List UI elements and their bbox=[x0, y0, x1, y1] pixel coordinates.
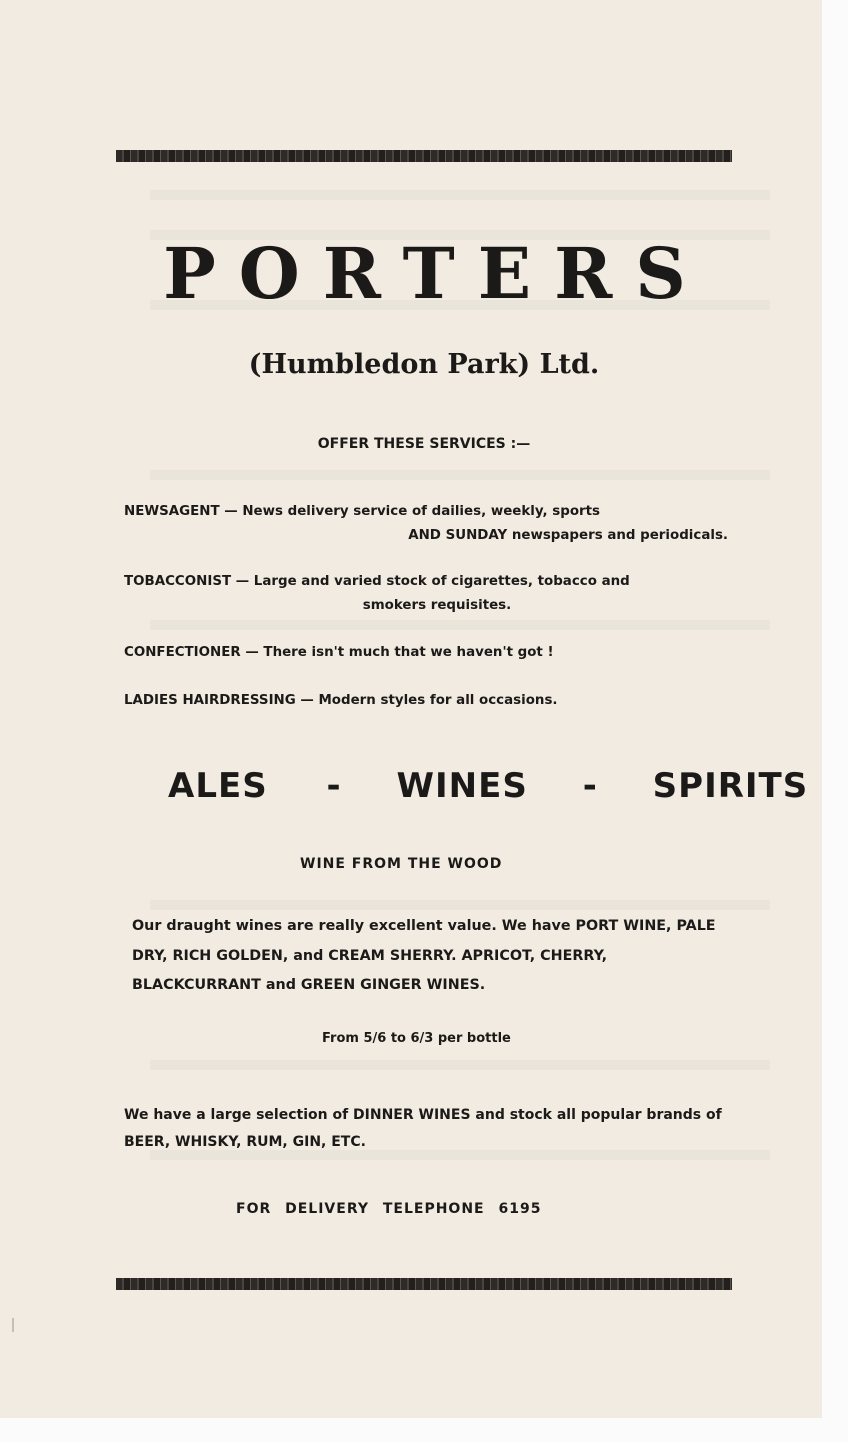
wines-word: WINES bbox=[396, 766, 528, 806]
service-desc: — News delivery service of dailies, weekly, sports bbox=[219, 504, 601, 519]
spirits-word: SPIRITS bbox=[652, 766, 809, 806]
service-confectioner bbox=[124, 641, 736, 665]
top-rule bbox=[116, 150, 732, 162]
ales-word: ALES bbox=[168, 766, 268, 806]
ales-wines-spirits-heading bbox=[168, 764, 809, 808]
service-desc: — Large and varied stock of cigarettes, tobacco and bbox=[231, 574, 630, 589]
wine-from-the-wood-heading: WINE FROM THE WOOD bbox=[300, 856, 503, 872]
bottom-rule bbox=[116, 1278, 732, 1290]
draught-wines-paragraph: Our draught wines are really excellent value. We have PORT WINE, PALE DRY, RICH GOLDEN, and CREAM SHERRY. APRICOT, CHERRY, BLACKCURRANT and GREEN GINGER WINES. bbox=[132, 918, 716, 993]
business-name: PORTERS bbox=[163, 232, 709, 315]
service-newsagent bbox=[124, 500, 736, 548]
service-desc-line2: smokers requisites. bbox=[362, 598, 512, 613]
delivery-telephone: FOR DELIVERY TELEPHONE 6195 bbox=[236, 1201, 542, 1217]
service-desc: — There isn't much that we haven't got ! bbox=[240, 645, 554, 660]
offer-heading: OFFER THESE SERVICES :— bbox=[317, 436, 531, 452]
margin-mark bbox=[12, 1318, 14, 1332]
service-desc-line2: AND SUNDAY newspapers and periodicals. bbox=[408, 528, 728, 543]
service-name: LADIES HAIRDRESSING bbox=[124, 693, 296, 708]
service-hairdressing bbox=[124, 689, 736, 713]
dash: - bbox=[326, 766, 342, 806]
service-name: NEWSAGENT bbox=[124, 504, 220, 519]
dinner-wines-paragraph: We have a large selection of DINNER WINES and stock all popular brands of BEER, WHISKY, RUM, GIN, ETC. bbox=[124, 1107, 722, 1150]
service-name: TOBACCONIST bbox=[124, 574, 232, 589]
service-desc: — Modern styles for all occasions. bbox=[295, 693, 558, 708]
business-subtitle: (Humbledon Park) Ltd. bbox=[248, 349, 600, 380]
service-name: CONFECTIONER bbox=[124, 645, 241, 660]
dash: - bbox=[582, 766, 598, 806]
service-tobacconist bbox=[124, 570, 736, 618]
price-range: From 5/6 to 6/3 per bottle bbox=[322, 1031, 511, 1046]
